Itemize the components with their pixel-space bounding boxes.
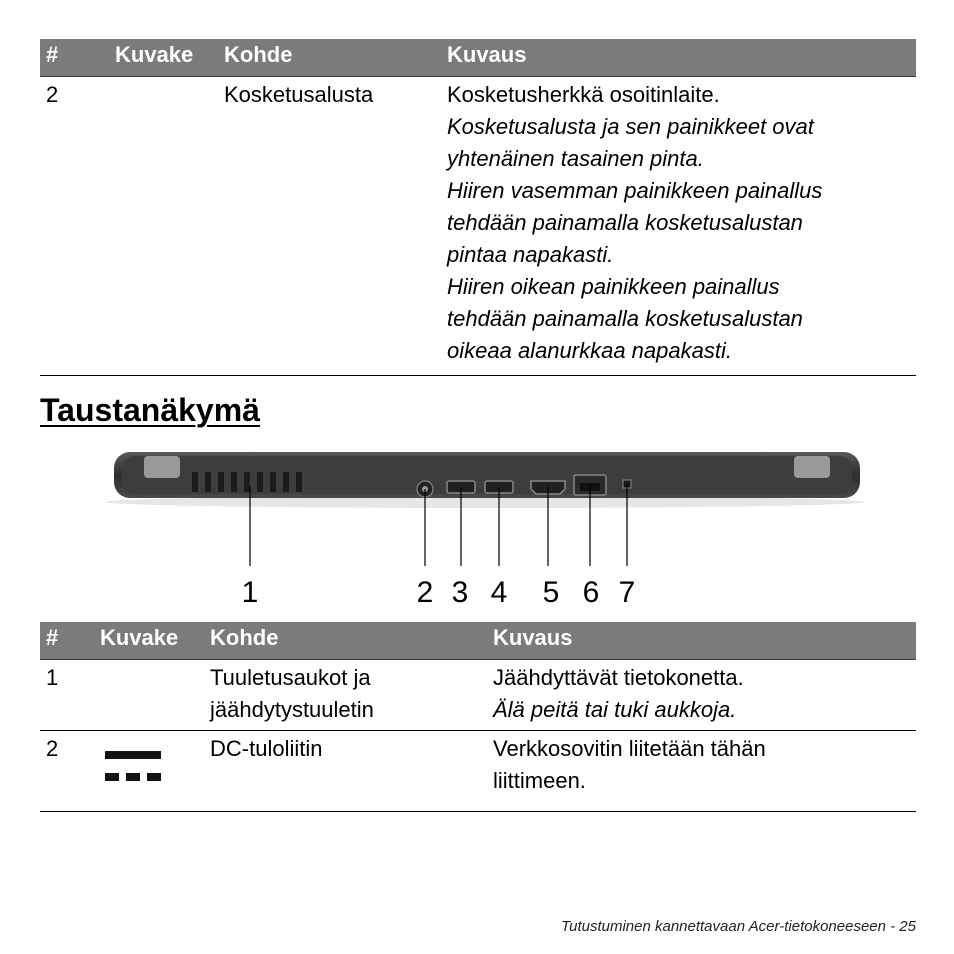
header-item: Kohde bbox=[210, 625, 279, 650]
row-desc bbox=[493, 733, 766, 797]
table-row bbox=[40, 77, 916, 376]
row-item bbox=[210, 662, 374, 726]
row-num: 2 bbox=[46, 736, 59, 761]
hinge-left bbox=[144, 456, 180, 478]
table-header bbox=[40, 622, 916, 660]
header-desc: Kuvaus bbox=[493, 625, 573, 650]
desc-line: yhtenäinen tasainen pinta. bbox=[447, 146, 704, 171]
header-num: # bbox=[46, 625, 59, 650]
desc-line: pintaa napakasti. bbox=[447, 242, 614, 267]
page-footer: Tutustuminen kannettavaan Acer-tietokoneeseen - 25 bbox=[561, 918, 916, 935]
table-row bbox=[40, 660, 916, 731]
hinge-right bbox=[794, 456, 830, 478]
callout-2: 2 bbox=[416, 576, 434, 609]
dc-in-icon bbox=[105, 751, 163, 787]
desc-line: liittimeen. bbox=[493, 768, 586, 793]
row-item: DC-tuloliitin bbox=[210, 736, 323, 761]
row-desc bbox=[447, 79, 822, 367]
table-header bbox=[40, 39, 916, 77]
rear-view-table bbox=[40, 622, 916, 812]
touchpad-table bbox=[40, 39, 916, 376]
desc-line: Verkkosovitin liitetään tähän bbox=[493, 736, 766, 761]
callout-5: 5 bbox=[542, 576, 560, 609]
desc-line: Jäähdyttävät tietokonetta. bbox=[493, 665, 744, 690]
callout-3: 3 bbox=[451, 576, 469, 609]
header-item: Kohde bbox=[224, 42, 293, 67]
header-icon: Kuvake bbox=[100, 625, 179, 650]
laptop-rear-view bbox=[100, 446, 870, 616]
row-num: 1 bbox=[46, 665, 59, 690]
header-icon: Kuvake bbox=[115, 42, 194, 67]
desc-line: Kosketusalusta ja sen painikkeet ovat bbox=[447, 114, 814, 139]
vent-slots bbox=[192, 472, 302, 492]
desc-line: Hiiren oikean painikkeen painallus bbox=[447, 274, 780, 299]
section-title: Taustanäkymä bbox=[40, 392, 260, 428]
row-num: 2 bbox=[46, 82, 59, 107]
item-line: jäähdytystuuletin bbox=[210, 697, 374, 722]
callout-7: 7 bbox=[618, 576, 636, 609]
desc-line: tehdään painamalla kosketusalustan bbox=[447, 306, 803, 331]
desc-line: Hiiren vasemman painikkeen painallus bbox=[447, 178, 823, 203]
table-row bbox=[40, 731, 916, 812]
item-line: Tuuletusaukot ja bbox=[210, 665, 371, 690]
desc-line: oikeaa alanurkkaa napakasti. bbox=[447, 338, 732, 363]
callout-6: 6 bbox=[582, 576, 600, 609]
callout-4: 4 bbox=[490, 576, 508, 609]
header-num: # bbox=[46, 42, 59, 67]
callout-1: 1 bbox=[241, 576, 259, 609]
header-desc: Kuvaus bbox=[447, 42, 527, 67]
desc-line: Kosketusherkkä osoitinlaite. bbox=[447, 82, 720, 107]
desc-line: Älä peitä tai tuki aukkoja. bbox=[493, 697, 737, 722]
desc-line: tehdään painamalla kosketusalustan bbox=[447, 210, 803, 235]
row-desc bbox=[493, 662, 744, 726]
row-item: Kosketusalusta bbox=[224, 82, 374, 107]
